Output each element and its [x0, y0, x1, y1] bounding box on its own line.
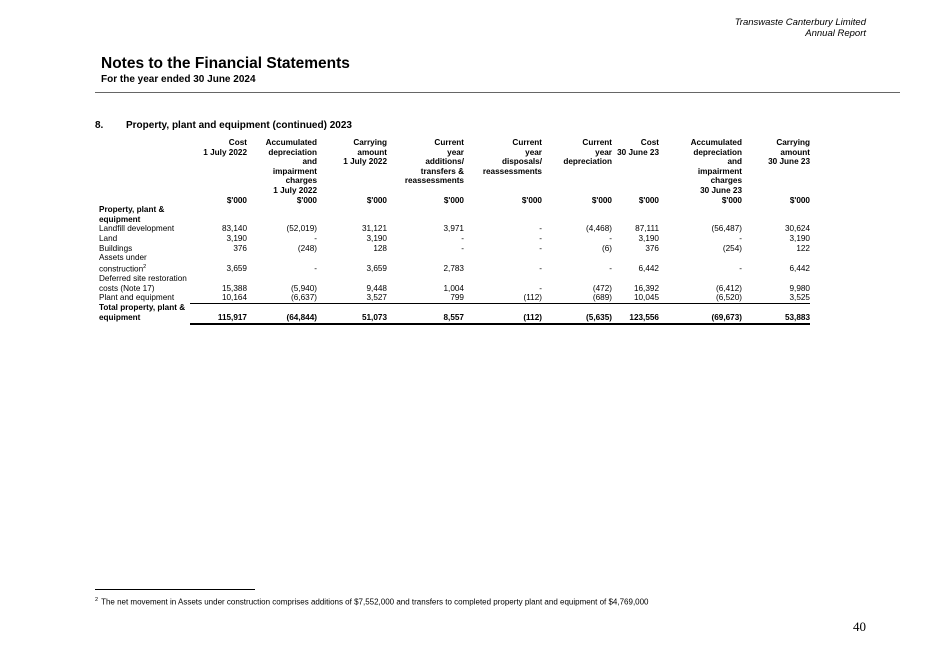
- value-cell: 6,442: [638, 264, 659, 274]
- row-label: Total property, plant & equipment: [99, 303, 186, 322]
- column-header-line: 30 June 23: [768, 157, 810, 167]
- column-header-line: Cost: [228, 138, 247, 147]
- value-cell: 115,917: [190, 303, 247, 324]
- table-row: [99, 234, 810, 244]
- column-header-line: and: [302, 157, 317, 167]
- value-cell: 3,527: [317, 293, 387, 303]
- column-header-line: 30 June 23: [617, 147, 659, 157]
- value-cell: 3,525: [742, 293, 810, 303]
- ppe-table: [99, 138, 810, 325]
- row-label: Deferred site restoration costs (Note 17): [99, 274, 187, 293]
- value-cell: (5,940): [291, 283, 317, 293]
- value-cell: (5,635): [542, 303, 612, 324]
- column-header-line: additions/: [425, 157, 464, 167]
- column-header-line: 1 July 2022: [203, 147, 247, 157]
- value-cell: 53,883: [742, 303, 810, 324]
- value-cell: 3,659: [226, 264, 247, 274]
- column-header-line: transfers &: [420, 166, 464, 176]
- column-header-line: year: [525, 147, 542, 157]
- column-header-line: reassessments: [404, 176, 464, 186]
- value-cell: 3,190: [366, 233, 387, 243]
- unit-cell: $'000: [521, 195, 542, 205]
- column-header-line: Current: [512, 138, 542, 147]
- value-cell: 9,980: [789, 283, 810, 293]
- column-header: [464, 138, 542, 196]
- column-header: [542, 138, 612, 196]
- footnote-ref: 2: [143, 263, 147, 270]
- value-cell: (56,487): [711, 224, 742, 234]
- unit-cell: $'000: [721, 195, 742, 205]
- table-row: [99, 274, 810, 293]
- value-cell: (6,520): [659, 293, 742, 303]
- group-label: Property, plant & equipment: [99, 205, 165, 224]
- company-name: Transwaste Canterbury Limited: [734, 17, 866, 28]
- column-header-line: Current: [582, 138, 612, 147]
- column-header: [317, 138, 387, 196]
- header-divider: [95, 92, 900, 93]
- value-cell: 799: [387, 293, 464, 303]
- value-cell: 376: [645, 243, 659, 253]
- page-title: Notes to the Financial Statements: [101, 55, 350, 72]
- total-row: [99, 303, 810, 324]
- value-cell: -: [739, 264, 742, 274]
- value-cell: 1,004: [443, 283, 464, 293]
- column-header-line: disposals/: [501, 157, 542, 167]
- value-cell: -: [739, 233, 742, 243]
- value-cell: 8,557: [387, 303, 464, 324]
- value-cell: 51,073: [317, 303, 387, 324]
- row-label: Assets under construction$^2$: [99, 253, 147, 274]
- row-label: Landfill development: [99, 224, 175, 234]
- column-header-line: depreciation: [693, 147, 742, 157]
- value-cell: 3,190: [789, 233, 810, 243]
- value-cell: (52,019): [286, 224, 317, 234]
- column-header-line: amount: [357, 147, 387, 157]
- value-cell: (4,468): [586, 224, 612, 234]
- value-cell: (248): [297, 243, 317, 253]
- value-cell: (254): [722, 243, 742, 253]
- report-header: [735, 17, 866, 39]
- column-header-line: Carrying: [353, 138, 387, 147]
- column-header-line: Cost: [640, 138, 659, 147]
- value-cell: (6): [601, 243, 612, 253]
- value-cell: 3,659: [366, 264, 387, 274]
- footnote-text: The net movement in Assets under construction comprises additions of $7,552,000 and transfers to completed property plant and equipment of $4,769,000: [101, 597, 649, 607]
- section-heading: [95, 120, 352, 131]
- column-header-line: 1 July 2022: [343, 157, 387, 167]
- column-header-line: Accumulated: [265, 138, 317, 147]
- value-cell: -: [539, 243, 542, 253]
- value-cell: -: [461, 243, 464, 253]
- value-cell: -: [539, 264, 542, 274]
- unit-cell: $'000: [226, 195, 247, 205]
- unit-cell: $'000: [296, 195, 317, 205]
- value-cell: -: [539, 233, 542, 243]
- column-header-line: year: [447, 147, 464, 157]
- value-cell: 16,392: [633, 283, 659, 293]
- value-cell: -: [461, 233, 464, 243]
- column-header: [247, 138, 317, 196]
- units-row: [99, 196, 810, 206]
- section-title: Property, plant and equipment (continued) 2023: [126, 120, 352, 131]
- value-cell: 10,045: [612, 293, 659, 303]
- value-cell: (472): [592, 283, 612, 293]
- footnote: [95, 597, 649, 607]
- page-subtitle: For the year ended 30 June 2024: [101, 74, 256, 85]
- footnote-marker: 2: [95, 597, 99, 603]
- value-cell: -: [314, 264, 317, 274]
- value-cell: (112): [464, 303, 542, 324]
- column-header-line: amount: [780, 147, 810, 157]
- value-cell: 3,971: [443, 224, 464, 234]
- unit-cell: $'000: [443, 195, 464, 205]
- value-cell: 83,140: [221, 224, 247, 234]
- table-row: [99, 253, 810, 274]
- value-cell: 15,388: [221, 283, 247, 293]
- row-label: Land: [99, 233, 118, 243]
- value-cell: (112): [464, 293, 542, 303]
- value-cell: -: [609, 264, 612, 274]
- column-header-line: impairment: [272, 166, 317, 176]
- column-header-line: Current: [434, 138, 464, 147]
- value-cell: -: [609, 233, 612, 243]
- column-header-line: and: [727, 157, 742, 167]
- column-header-line: depreciation: [563, 157, 612, 167]
- value-cell: 87,111: [635, 224, 659, 234]
- row-label: Buildings: [99, 243, 133, 253]
- column-header: [742, 138, 810, 196]
- value-cell: 31,121: [361, 224, 387, 234]
- unit-cell: $'000: [366, 195, 387, 205]
- row-label: Plant and equipment: [99, 293, 175, 303]
- table-row: [99, 244, 810, 254]
- table-row: [99, 293, 810, 303]
- footnote-divider: [95, 589, 255, 590]
- column-header-line: Accumulated: [690, 138, 742, 147]
- section-number: 8.: [95, 120, 104, 131]
- table-row: [99, 224, 810, 234]
- column-header-line: charges: [285, 176, 317, 186]
- value-cell: 376: [233, 243, 247, 253]
- value-cell: 6,442: [789, 264, 810, 274]
- column-header: [190, 138, 247, 196]
- column-header-row: [99, 138, 810, 196]
- value-cell: 30,624: [784, 224, 810, 234]
- column-header-line: Carrying: [776, 138, 810, 147]
- header-blank: [99, 138, 190, 196]
- value-cell: -: [314, 233, 317, 243]
- column-header-line: charges: [710, 176, 742, 186]
- value-cell: 3,190: [638, 233, 659, 243]
- column-header-line: year: [595, 147, 612, 157]
- value-cell: (64,844): [247, 303, 317, 324]
- value-cell: 10,164: [190, 293, 247, 303]
- value-cell: (6,637): [247, 293, 317, 303]
- value-cell: (6,412): [716, 283, 742, 293]
- value-cell: 122: [796, 243, 810, 253]
- unit-cell: $'000: [638, 195, 659, 205]
- column-header-line: 1 July 2022: [273, 185, 317, 195]
- unit-cell: $'000: [591, 195, 612, 205]
- value-cell: 2,783: [443, 264, 464, 274]
- column-header: [659, 138, 742, 196]
- unit-cell: $'000: [789, 195, 810, 205]
- value-cell: -: [539, 283, 542, 293]
- value-cell: -: [539, 224, 542, 234]
- group-label-row: [99, 205, 810, 224]
- value-cell: 9,448: [366, 283, 387, 293]
- column-header-line: depreciation: [268, 147, 317, 157]
- value-cell: 128: [373, 243, 387, 253]
- report-name: Annual Report: [805, 28, 866, 39]
- column-header-line: reassessments: [482, 166, 542, 176]
- value-cell: (69,673): [659, 303, 742, 324]
- column-header-line: 30 June 23: [700, 185, 742, 195]
- value-cell: 3,190: [226, 233, 247, 243]
- page-number: 40: [853, 619, 866, 634]
- value-cell: (689): [542, 293, 612, 303]
- value-cell: 123,556: [612, 303, 659, 324]
- column-header-line: impairment: [697, 166, 742, 176]
- column-header: [612, 138, 659, 196]
- column-header: [387, 138, 464, 196]
